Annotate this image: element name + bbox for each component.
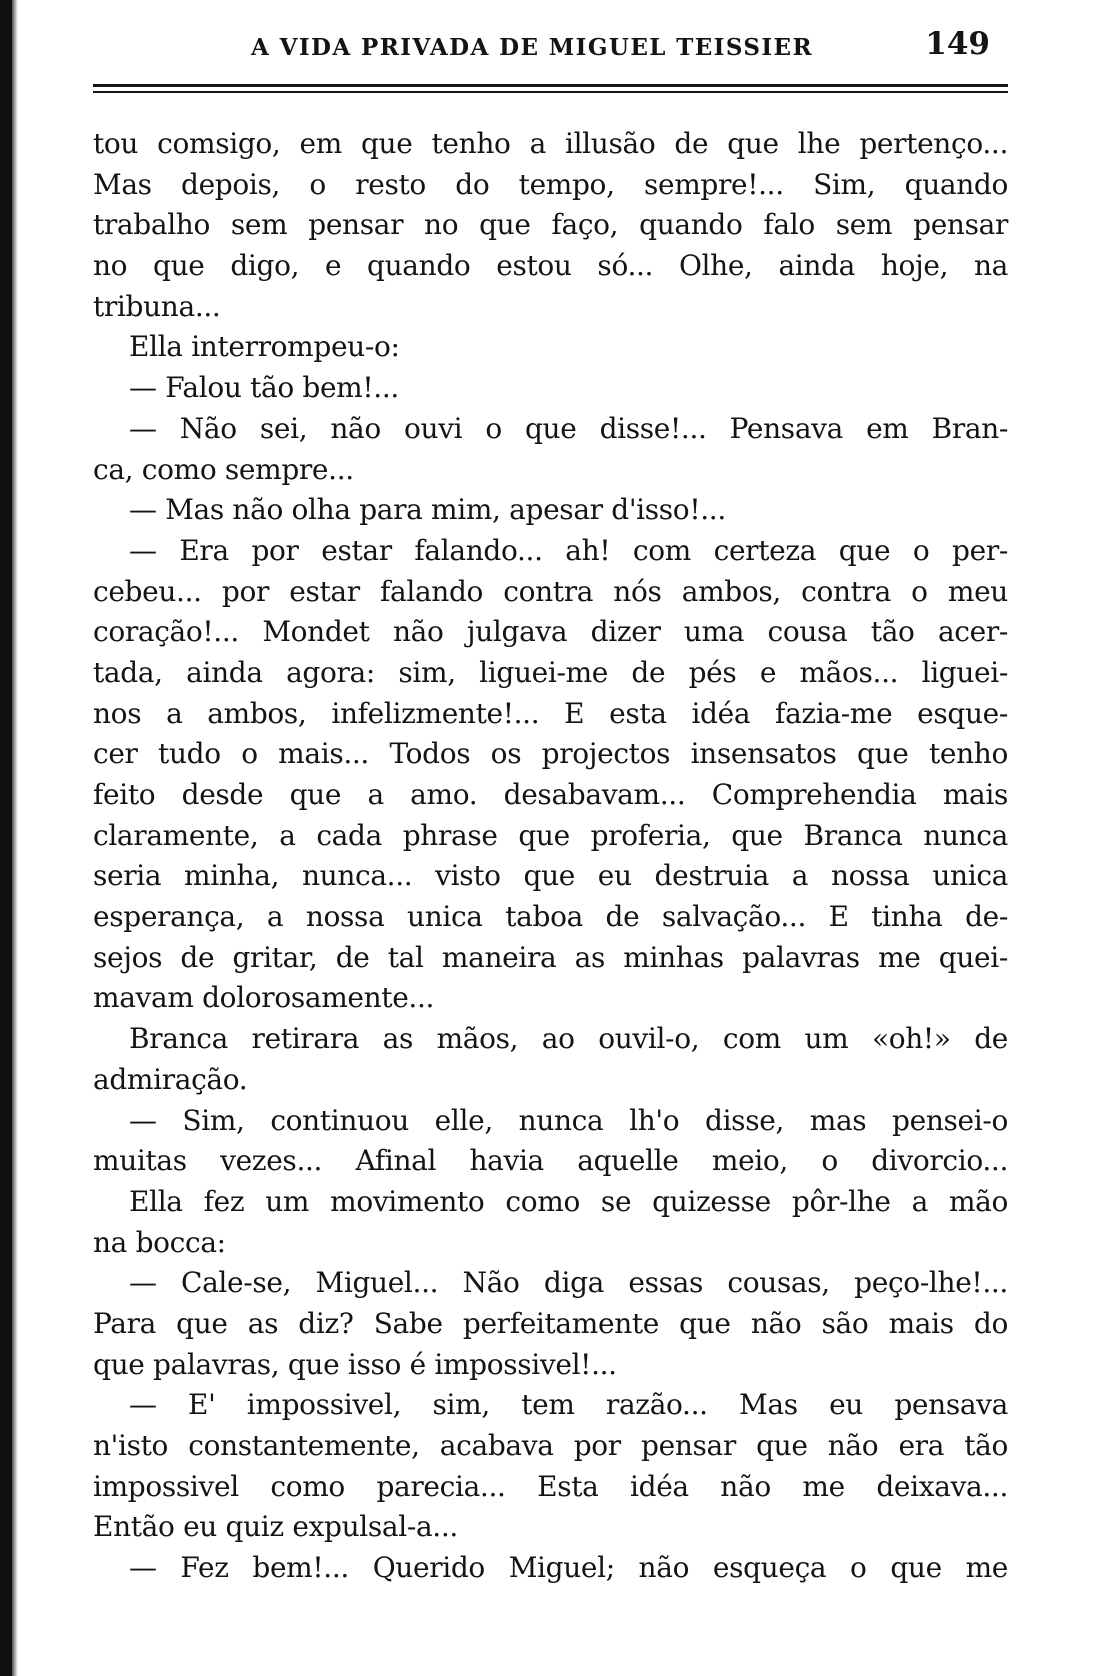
text-line: no que digo, e quando estou só... Olhe, ainda hoje, na: [93, 249, 1008, 283]
text-line: — Cale-se, Miguel... Não diga essas cousas, peço-lhe!...: [129, 1266, 1008, 1300]
text-line: — E' impossivel, sim, tem razão... Mas eu pensava: [129, 1388, 1008, 1422]
text-line: tada, ainda agora: sim, liguei-me de pés e mãos... liguei-: [93, 655, 1008, 689]
text-line: Branca retirara as mãos, ao ouvil-o, com um «oh!» de: [129, 1022, 1008, 1056]
text-line: admiração.: [93, 1062, 248, 1096]
text-line: Para que as diz? Sabe perfeitamente que não são mais do: [93, 1306, 1008, 1340]
book-page: [93, 26, 1008, 1589]
text-line: — Falou tão bem!...: [129, 371, 399, 405]
text-line: coração!... Mondet não julgava dizer uma cousa tão acer-: [93, 615, 1008, 649]
text-line: — Era por estar falando... ah! com certeza que o per-: [129, 533, 1008, 567]
text-line: sejos de gritar, de tal maneira as minhas palavras me quei-: [93, 940, 1008, 974]
body-text: [93, 124, 1008, 1589]
text-line: esperança, a nossa unica taboa de salvação... E tinha de-: [93, 900, 1008, 934]
text-line: que palavras, que isso é impossivel!...: [93, 1347, 617, 1381]
text-line: impossivel como parecia... Esta idéa não me deixava...: [93, 1469, 1008, 1503]
text-line: cebeu... por estar falando contra nós ambos, contra o meu: [93, 574, 1008, 608]
page-edge-shadow: [0, 0, 12, 1676]
header-rule: [93, 84, 1008, 87]
text-line: tou comsigo, em que tenho a illusão de que lhe pertenço...: [93, 127, 1008, 160]
header-rule-secondary: [93, 91, 1008, 93]
running-head: [93, 26, 1008, 72]
text-line: — Mas não olha para mim, apesar d'isso!...: [129, 493, 726, 527]
text-line: tribuna...: [93, 289, 221, 323]
text-line: — Fez bem!... Querido Miguel; não esqueça o que me: [129, 1551, 1008, 1585]
text-line: Então eu quiz expulsal-a...: [93, 1510, 458, 1544]
text-line: mavam dolorosamente...: [93, 981, 435, 1015]
running-title: A VIDA PRIVADA DE MIGUEL TEISSIER: [251, 34, 813, 61]
text-line: seria minha, nunca... visto que eu destruia a nossa unica: [93, 859, 1008, 893]
text-line: nos a ambos, infelizmente!... E esta idéa fazia-me esque-: [93, 696, 1008, 730]
text-line: n'isto constantemente, acabava por pensar que não era tão: [93, 1429, 1008, 1462]
text-line: feito desde que a amo. desabavam... Comprehendia mais: [93, 778, 1008, 811]
text-line: — Sim, continuou elle, nunca lh'o disse, mas pensei-o: [129, 1103, 1008, 1137]
text-line: ca, como sempre...: [93, 452, 354, 486]
text-line: Mas depois, o resto do tempo, sempre!... Sim, quando: [93, 167, 1008, 201]
text-line: Ella fez um movimento como se quizesse pôr-lhe a mão: [129, 1184, 1008, 1218]
text-line: cer tudo o mais... Todos os projectos insensatos que tenho: [93, 737, 1008, 771]
text-line: Ella interrompeu-o:: [129, 330, 400, 364]
text-line: — Não sei, não ouvi o que disse!... Pensava em Bran-: [129, 411, 1008, 445]
text-line: na bocca:: [93, 1225, 226, 1259]
page-edge-gradient: [12, 0, 18, 1676]
page-number: 149: [925, 26, 990, 62]
text-line: muitas vezes... Afinal havia aquelle meio, o divorcio...: [93, 1144, 1008, 1178]
text-line: claramente, a cada phrase que proferia, que Branca nunca: [93, 818, 1008, 852]
text-line: trabalho sem pensar no que faço, quando falo sem pensar: [93, 208, 1008, 242]
